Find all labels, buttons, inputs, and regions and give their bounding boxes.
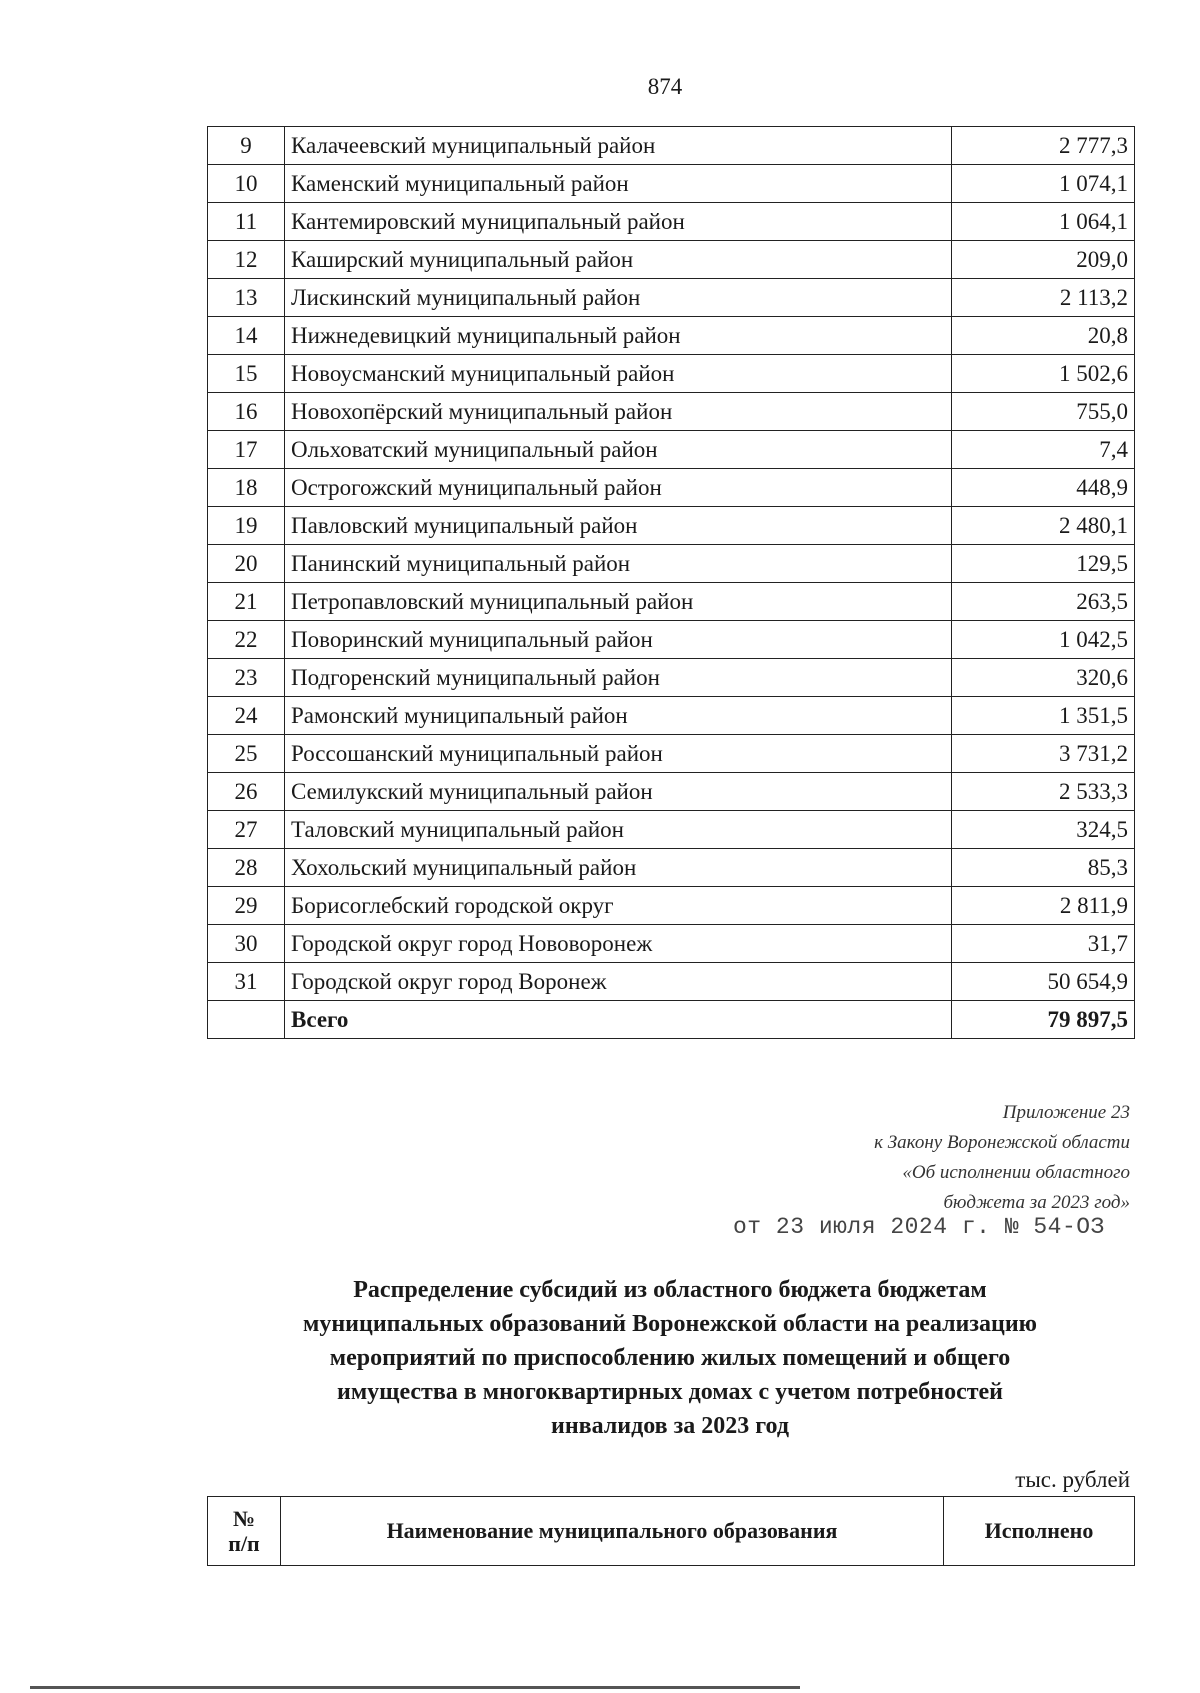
row-value: 324,5 bbox=[952, 811, 1135, 849]
table-row bbox=[208, 507, 1135, 545]
row-number: 17 bbox=[208, 431, 285, 469]
title-line: имущества в многоквартирных домах с учетом потребностей bbox=[337, 1379, 1003, 1405]
row-value: 755,0 bbox=[952, 393, 1135, 431]
row-value: 1 064,1 bbox=[952, 203, 1135, 241]
row-name: Калачеевский муниципальный район bbox=[285, 127, 952, 165]
row-number: 9 bbox=[208, 127, 285, 165]
row-name: Таловский муниципальный район bbox=[285, 811, 952, 849]
appendix-note bbox=[874, 1098, 1130, 1218]
row-number: 30 bbox=[208, 925, 285, 963]
row-value: 7,4 bbox=[952, 431, 1135, 469]
table-row bbox=[208, 849, 1135, 887]
row-number: 18 bbox=[208, 469, 285, 507]
header-number-symbol: № bbox=[232, 1505, 256, 1531]
row-number: 20 bbox=[208, 545, 285, 583]
table-row bbox=[208, 127, 1135, 165]
table-row bbox=[208, 621, 1135, 659]
appendix-line: к Закону Воронежской области bbox=[874, 1132, 1130, 1153]
table-row bbox=[208, 393, 1135, 431]
row-value: 2 113,2 bbox=[952, 279, 1135, 317]
row-value: 1 074,1 bbox=[952, 165, 1135, 203]
row-value: 2 480,1 bbox=[952, 507, 1135, 545]
row-value: 50 654,9 bbox=[952, 963, 1135, 1001]
header-row bbox=[208, 1497, 1135, 1566]
header-col-number bbox=[208, 1497, 281, 1566]
table-row bbox=[208, 773, 1135, 811]
row-name: Городской округ город Воронеж bbox=[285, 963, 952, 1001]
page-number: 874 bbox=[647, 74, 683, 99]
table-row bbox=[208, 963, 1135, 1001]
row-name: Петропавловский муниципальный район bbox=[285, 583, 952, 621]
row-name: Панинский муниципальный район bbox=[285, 545, 952, 583]
row-number: 26 bbox=[208, 773, 285, 811]
table-row bbox=[208, 431, 1135, 469]
document-title bbox=[200, 1273, 1140, 1443]
row-name: Новоусманский муниципальный район bbox=[285, 355, 952, 393]
row-value: 1 502,6 bbox=[952, 355, 1135, 393]
row-number: 12 bbox=[208, 241, 285, 279]
table-row bbox=[208, 887, 1135, 925]
row-number: 24 bbox=[208, 697, 285, 735]
appendix-line: «Об исполнении областного bbox=[902, 1162, 1130, 1183]
row-name: Острогожский муниципальный район bbox=[285, 469, 952, 507]
row-value: 85,3 bbox=[952, 849, 1135, 887]
row-name: Павловский муниципальный район bbox=[285, 507, 952, 545]
table-row bbox=[208, 811, 1135, 849]
row-number: 31 bbox=[208, 963, 285, 1001]
table-row bbox=[208, 545, 1135, 583]
row-name: Каширский муниципальный район bbox=[285, 241, 952, 279]
row-name: Подгоренский муниципальный район bbox=[285, 659, 952, 697]
header-number-abbr: п/п bbox=[228, 1531, 260, 1556]
row-value: 129,5 bbox=[952, 545, 1135, 583]
next-table-header bbox=[207, 1496, 1135, 1566]
row-name: Поворинский муниципальный район bbox=[285, 621, 952, 659]
table-row bbox=[208, 317, 1135, 355]
table-row bbox=[208, 925, 1135, 963]
subsidy-table-body bbox=[208, 127, 1135, 1039]
table-row bbox=[208, 279, 1135, 317]
row-value: 209,0 bbox=[952, 241, 1135, 279]
row-number: 15 bbox=[208, 355, 285, 393]
row-name: Лискинский муниципальный район bbox=[285, 279, 952, 317]
table-row bbox=[208, 735, 1135, 773]
row-name: Всего bbox=[285, 1001, 952, 1039]
row-value: 2 533,3 bbox=[952, 773, 1135, 811]
row-value: 31,7 bbox=[952, 925, 1135, 963]
row-value: 2 777,3 bbox=[952, 127, 1135, 165]
row-number: 19 bbox=[208, 507, 285, 545]
header-col-name: Наименование муниципального образования bbox=[281, 1497, 944, 1566]
row-value: 3 731,2 bbox=[952, 735, 1135, 773]
appendix-line: Приложение 23 bbox=[1002, 1102, 1130, 1123]
appendix-line: бюджета за 2023 год» bbox=[943, 1192, 1130, 1213]
table-row bbox=[208, 203, 1135, 241]
table-total-row bbox=[208, 1001, 1135, 1039]
row-value: 2 811,9 bbox=[952, 887, 1135, 925]
table-row bbox=[208, 697, 1135, 735]
row-name: Россошанский муниципальный район bbox=[285, 735, 952, 773]
table-row bbox=[208, 165, 1135, 203]
page-bottom-line bbox=[30, 1686, 800, 1689]
row-name: Городской округ город Нововоронеж bbox=[285, 925, 952, 963]
table-row bbox=[208, 241, 1135, 279]
subsidy-table bbox=[207, 126, 1135, 1039]
row-name: Нижнедевицкий муниципальный район bbox=[285, 317, 952, 355]
units-label: тыс. рублей bbox=[1015, 1467, 1130, 1492]
row-name: Новохопёрский муниципальный район bbox=[285, 393, 952, 431]
header-col-value: Исполнено bbox=[944, 1497, 1135, 1566]
law-date-stamp: от 23 июля 2024 г. № 54-ОЗ bbox=[733, 1214, 1105, 1240]
table-row bbox=[208, 659, 1135, 697]
row-number: 28 bbox=[208, 849, 285, 887]
row-name: Кантемировский муниципальный район bbox=[285, 203, 952, 241]
row-number: 10 bbox=[208, 165, 285, 203]
row-value: 1 042,5 bbox=[952, 621, 1135, 659]
row-number: 29 bbox=[208, 887, 285, 925]
row-number: 21 bbox=[208, 583, 285, 621]
title-line: муниципальных образований Воронежской области на реализацию bbox=[302, 1311, 1038, 1337]
row-value: 263,5 bbox=[952, 583, 1135, 621]
row-name: Рамонский муниципальный район bbox=[285, 697, 952, 735]
table-row bbox=[208, 583, 1135, 621]
row-name: Хохольский муниципальный район bbox=[285, 849, 952, 887]
row-number: 22 bbox=[208, 621, 285, 659]
title-line: Распределение субсидий из областного бюджета бюджетам bbox=[353, 1277, 987, 1303]
row-number: 23 bbox=[208, 659, 285, 697]
row-number: 16 bbox=[208, 393, 285, 431]
table-row bbox=[208, 469, 1135, 507]
row-number: 11 bbox=[208, 203, 285, 241]
row-value: 320,6 bbox=[952, 659, 1135, 697]
row-number: 27 bbox=[208, 811, 285, 849]
row-value: 1 351,5 bbox=[952, 697, 1135, 735]
row-number: 13 bbox=[208, 279, 285, 317]
row-name: Каменский муниципальный район bbox=[285, 165, 952, 203]
title-line: инвалидов за 2023 год bbox=[550, 1413, 790, 1439]
title-line: мероприятий по приспособлению жилых помещений и общего bbox=[329, 1345, 1011, 1371]
table-row bbox=[208, 355, 1135, 393]
row-name: Семилукский муниципальный район bbox=[285, 773, 952, 811]
row-number bbox=[208, 1001, 285, 1039]
row-number: 25 bbox=[208, 735, 285, 773]
row-name: Ольховатский муниципальный район bbox=[285, 431, 952, 469]
row-value: 20,8 bbox=[952, 317, 1135, 355]
row-value: 448,9 bbox=[952, 469, 1135, 507]
row-number: 14 bbox=[208, 317, 285, 355]
row-value: 79 897,5 bbox=[952, 1001, 1135, 1039]
row-name: Борисоглебский городской округ bbox=[285, 887, 952, 925]
